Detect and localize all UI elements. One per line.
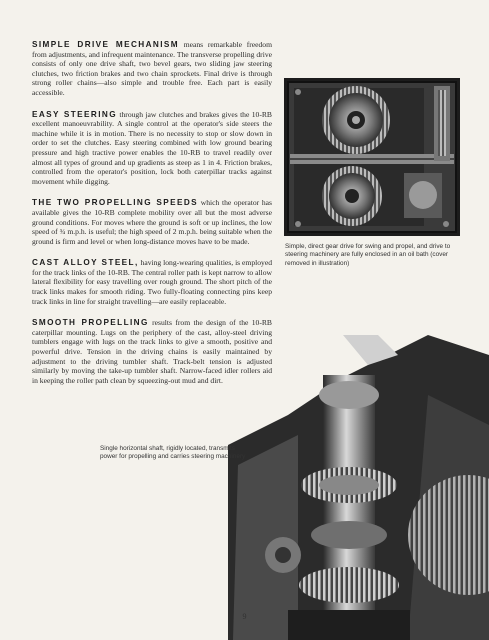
gear-photo-caption: Simple, direct gear drive for swing and propel, and drive to steering machinery are fully enclosed in an oil bath (cover removed in illustration) <box>285 243 451 267</box>
paragraph-body: having long-wearing qualities, is employed for the track links of the 10-RB. The central roller path is kept narrow to allow lateral flexibility for easy travelling over rough ground. The short pitch of the track links makes for smooth riding. Two fully-floating connecting pins keep track links in line for straight travelling—are easily replaceable. <box>32 258 272 306</box>
paragraph-body: which the operator has available gives the 10-RB complete mobility over all but the most adverse ground conditions. For moves where the ground is soft or up inclines, the low speed of ¾ m.p.h. is useful; the high speed of 2 m.p.h. being suitable when the ground is firm and level or when long-distance moves have to be made. <box>32 198 272 246</box>
gear-drive-photo <box>284 78 460 236</box>
paragraph-lead: SMOOTH PROPELLING <box>32 318 149 328</box>
paragraph-lead: SIMPLE DRIVE MECHANISM <box>32 40 179 49</box>
paragraph-body: results from the design of the 10-RB caterpillar mounting. Lugs on the periphery of the cast, alloy-steel driving tumblers engage with lugs on the track links to give a smooth, positive and powerful drive. Tension in the driving chains is easily maintained by adjustment to the driving tumbler shaft. Track-belt tension is adjusted similarly by moving the take-up tumbler shaft. Narrow-faced idler rollers aid in keeping the roller path clean by squeezing-out mud and dirt. <box>32 318 273 385</box>
paragraph-lead: CAST ALLOY STEEL, <box>32 258 139 268</box>
gear-drive-illustration <box>284 78 460 236</box>
shaft-photo <box>228 335 489 640</box>
paragraph-body: means remarkable freedom from adjustments, and infrequent maintenance. The transverse propelling drive consists of only one drive shaft, two bevel gears, two sliding jaw steering clutches, two friction brakes and two chain sprockets. Final drive is through strong roller chains—also simple and trouble free. Each part is easily accessible. <box>32 40 272 97</box>
paragraph-body: through jaw clutches and brakes gives the 10-RB excellent manoeuvrability. A single control at the operator's side steers the machine while it is in motion. There is no necessity to stop or slow down in order to set the clutches. Easy steering combined with low ground bearing pressure and high tractive power enables the 10-RB to travel readily over almost all types of ground and up gradients as steep as 1 in 4. Friction brakes, controlled from the operator's position, lock both caterpillar tracks against movement while digging. <box>32 109 272 186</box>
page-number: 9 <box>242 612 247 621</box>
paragraph-easy-steering <box>32 110 272 187</box>
shaft-illustration <box>228 335 489 640</box>
paragraph-cast-alloy-steel <box>32 258 272 306</box>
paragraph-simple-drive <box>32 40 272 98</box>
shaft-photo-caption: Single horizontal shaft, rigidly located, transmits power for propelling and carries steering machinery <box>100 445 246 461</box>
paragraph-lead: THE TWO PROPELLING SPEEDS <box>32 198 199 208</box>
paragraph-propelling-speeds <box>32 198 272 246</box>
paragraph-lead: EASY STEERING <box>32 109 117 119</box>
